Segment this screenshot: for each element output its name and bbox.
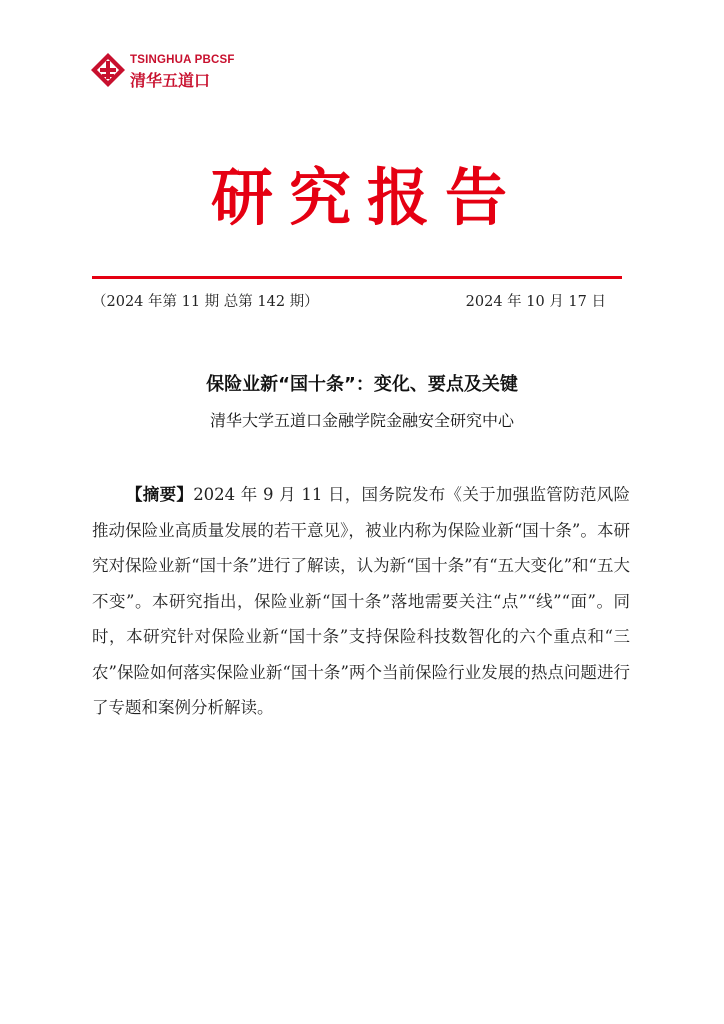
- author-organization: 清华大学五道口金融学院金融安全研究中心: [209, 411, 514, 430]
- abstract-paragraph: [92, 477, 630, 726]
- brand-name-en: TSINGHUA PBCSF: [130, 54, 235, 66]
- report-type-title: 研究报告: [210, 161, 523, 234]
- issue-number: （2024 年第 11 期 总第 142 期）: [92, 294, 319, 310]
- document-title: 保险业新“国十条”：变化、要点及关键: [206, 374, 518, 395]
- header-divider: [92, 276, 622, 279]
- publish-date: 2024 年 10 月 17 日: [465, 294, 606, 310]
- abstract-label: 【摘要】: [126, 485, 194, 504]
- brand-name-cn: 清华五道口: [130, 71, 211, 90]
- abstract-text: 2024 年 9 月 11 日，国务院发布《关于加强监管防范风险推动保险业高质量发展的若干意见》，被业内称为保险业新“国十条”。本研究对保险业新“国十条”进行了解读，认为新“国十条”有“五大变化”和“五大不变”。本研究指出，保险业新“国十条”落地需要关注“点”“线”“面”。同时，本研究针对保险业新“国十条”支持保险科技数智化的六个重点和“三农”保险如何落实保险业新“国十条”两个当前保险行业发展的热点问题进行了专题和案例分析解读。: [92, 485, 630, 717]
- tsinghua-pbcsf-emblem-icon: [90, 52, 126, 88]
